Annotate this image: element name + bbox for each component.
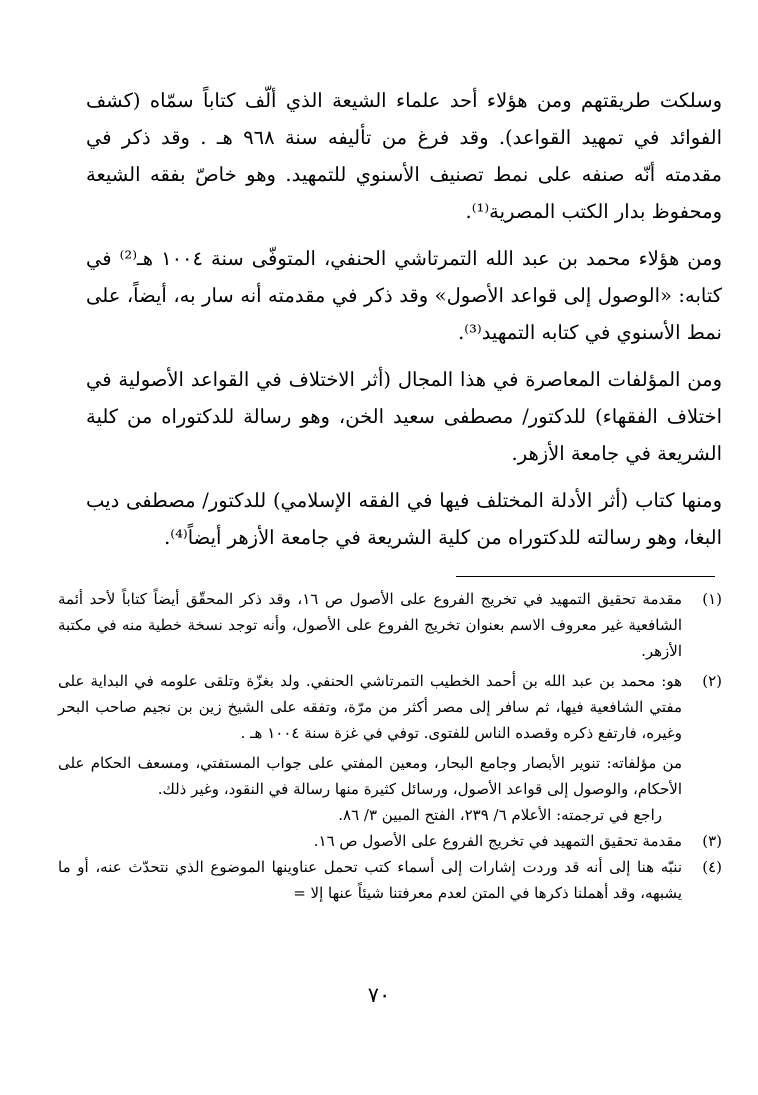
footnote-text: مقدمة تحقيق التمهيد في تخريج الفروع على الأصول ص ١٦. <box>313 832 682 850</box>
paragraph-3: ومن المؤلفات المعاصرة في هذا المجال (أثر الاختلاف في القواعد الأصولية في اختلاف الفقهاء) للدكتور/ مصطفى سعيد الخن، وهو رسالة للدكتوراه من كلية الشريعة في جامعة الأزهر. <box>86 368 722 465</box>
footnote-text: مقدمة تحقيق التمهيد في تخريج الفروع على الأصول ص ١٦، وقد ذكر المحقّق أيضاً كتاباً لأحد أئمة الشافعية غير معروف الاسم بعنوان تخريج الفروع على الأصول، وأنه توجد نسخة خطية منه في مكتبة الأزهر. <box>58 590 683 660</box>
footnote-text: هو: محمد بن عبد الله بن أحمد الخطيب التمرتاشي الحنفي. ولد بغزّة وتلقى علومه في البداية على مفتي الشافعية فيها، ثم سافر إلى مصر أكثر من مرّة، وتفقه على الشيخ زين بن نجيم صاحب البحر وغيره، فارتفع ذكره وقصده الناس للفتوى. توفي في غزة سنة ١٠٠٤ هـ . <box>58 672 682 742</box>
footnote-4 <box>58 854 722 906</box>
footnote-1 <box>58 586 722 664</box>
footnote-2-reference: راجع في ترجمته: الأعلام ٦/ ٢٣٩، الفتح المبين ٣/ ٨٦. <box>338 806 662 824</box>
footnote-2-works: من مؤلفاته: تنوير الأبصار وجامع البحار، ومعين المفتي على جواب المستفتي، ومسعف الحكام على الأحكام، والوصول إلى قواعد الأصول، ورسائل كثيرة منها رسالة في النقود، وغير ذلك. <box>58 754 682 798</box>
paragraph-2: ومن هؤلاء محمد بن عبد الله التمرتاشي الحنفي، المتوفّى سنة ١٠٠٤ هـ⁽²⁾ في كتابه: «الوصول إلى قواعد الأصول» وقد ذكر في مقدمته أنه سار به، أيضاً، على نمط الأسنوي في كتابه التمهيد⁽³⁾. <box>86 247 723 344</box>
footnote-separator <box>456 576 715 577</box>
paragraph-4: ومنها كتاب (أثر الأدلة المختلف فيها في الفقه الإسلامي) للدكتور/ مصطفى ديب البغا، وهو رسالته للدكتوراه من كلية الشريعة في جامعة الأزهر أيضاً⁽⁴⁾. <box>86 489 722 549</box>
paragraph-1: وسلكت طريقتهم ومن هؤلاء أحد علماء الشيعة الذي ألّف كتاباً سمّاه (كشف الفوائد في تمهيد القواعد). وقد فرغ من تأليفه سنة ٩٦٨ هـ . وقد ذكر في مقدمته أنّه صنفه على نمط تصنيف الأسنوي للتمهيد. وهو خاصّ بفقه الشيعة ومحفوظ بدار الكتب المصرية⁽¹⁾. <box>86 89 723 223</box>
footnote-text: ننبّه هنا إلى أنه قد وردت إشارات إلى أسماء كتب تحمل عناوينها الموضوع الذي نتحدّث عنه، أو ما يشبهه، وقد أهملنا ذكرها في المتن لعدم معرفتنا شيئاً عنها إلا = <box>58 858 682 902</box>
footnote-number: (٣) <box>702 832 722 850</box>
footnote-number: (٢) <box>702 672 722 690</box>
footnote-number: (١) <box>702 590 722 608</box>
page-number: ٧٠ <box>367 983 391 1007</box>
footnotes <box>58 586 722 906</box>
footnote-number: (٤) <box>702 858 722 876</box>
footnote-3 <box>58 828 722 854</box>
footnote-2 <box>58 668 722 746</box>
main-text <box>86 82 722 566</box>
